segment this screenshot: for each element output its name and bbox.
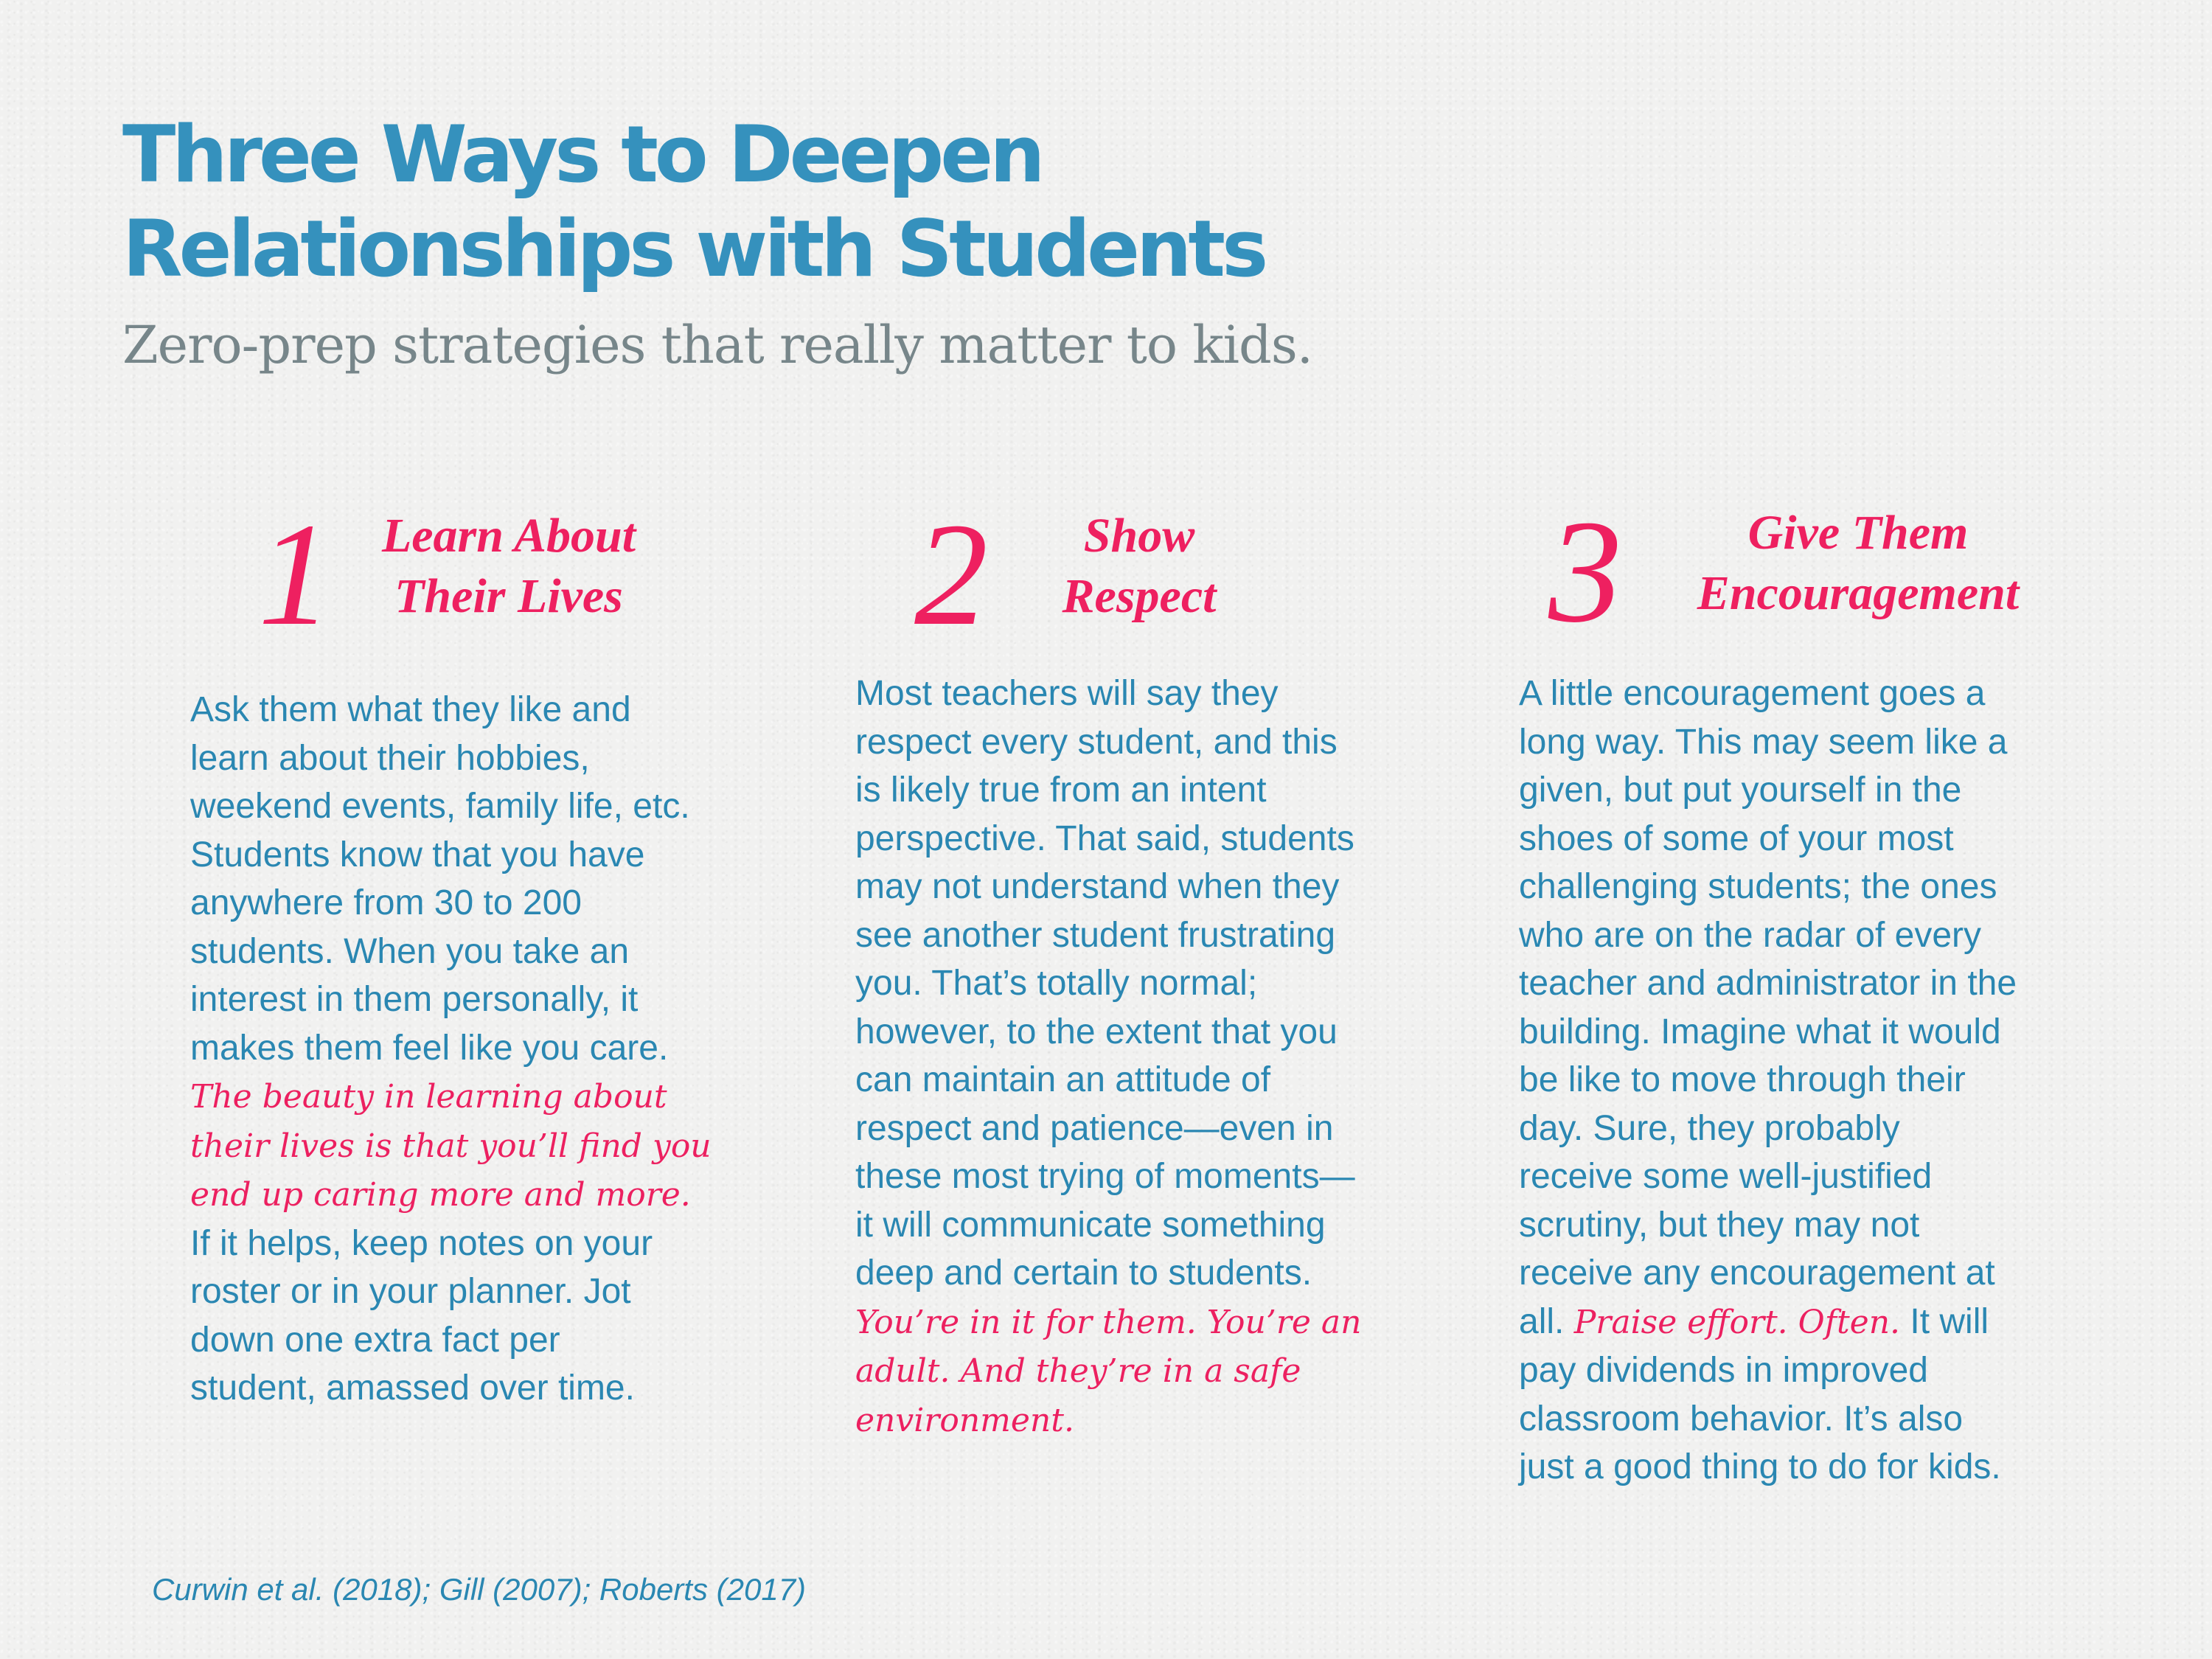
strategy-column-2 (855, 669, 1445, 1444)
strategy-number-3: 3 (1548, 490, 1622, 653)
strategy-column-3 (1519, 669, 2109, 1492)
emphasis-text: The beauty in learning about their lives is that you’ll find you end up caring more and more. (190, 1078, 712, 1214)
citation: Curwin et al. (2018); Gill (2007); Roberts (2017) (152, 1572, 807, 1607)
strategy-column-1 (190, 686, 780, 1413)
strategy-heading-2: Show Respect (1062, 509, 1217, 623)
emphasis-text: You’re in it for them. You’re an adult. And they’re in a safe environment. (855, 1303, 1362, 1439)
strategy-heading-1: Learn About Their Lives (381, 509, 636, 623)
strategy-body-3 (1519, 669, 2109, 1492)
page-title: Three Ways to Deepen Relationships with Students (122, 109, 1265, 294)
strategy-body-1 (190, 686, 780, 1413)
body-text: If it helps, keep notes on your roster or in your planner. Jot down one extra fact per student, amassed over time. (190, 1223, 653, 1408)
strategy-number-1: 1 (258, 493, 332, 656)
body-text: A little encouragement goes a long way. This may seem like a given, but put yourself in the shoes of some of your most challenging students; the ones who are on the radar of every teacher and administrator in the building. Imagine what it would be like to move through their day. Sure, they probably receive some well-justified scrutiny, but they may not receive any encouragement at all. (1519, 674, 2017, 1341)
strategy-heading-3: Give Them Encouragement (1697, 506, 2020, 620)
strategy-body-2 (855, 669, 1445, 1444)
body-text: Ask them what they like and learn about their hobbies, weekend events, family life, etc. Students know that you have anywhere from 30 to 200 students. When you take an interest in them personally, it makes them feel like you care. (190, 690, 690, 1068)
strategy-number-2: 2 (914, 493, 988, 656)
emphasis-text: Praise effort. Often. (1573, 1303, 1901, 1341)
body-text: Most teachers will say they respect every student, and this is likely true from an intent perspective. That said, students may not understand when they see another student frustrating you. That’s totally normal; however, to the extent that you can maintain an attitude of respect and patience—even in these most trying of moments— it will communicate something deep and certain to students. (855, 674, 1355, 1293)
body-text: It will pay dividends in improved classroom behavior. It’s also just a good thing to do for kids. (1519, 1301, 2001, 1486)
page-subtitle: Zero-prep strategies that really matter to kids. (122, 315, 1313, 375)
